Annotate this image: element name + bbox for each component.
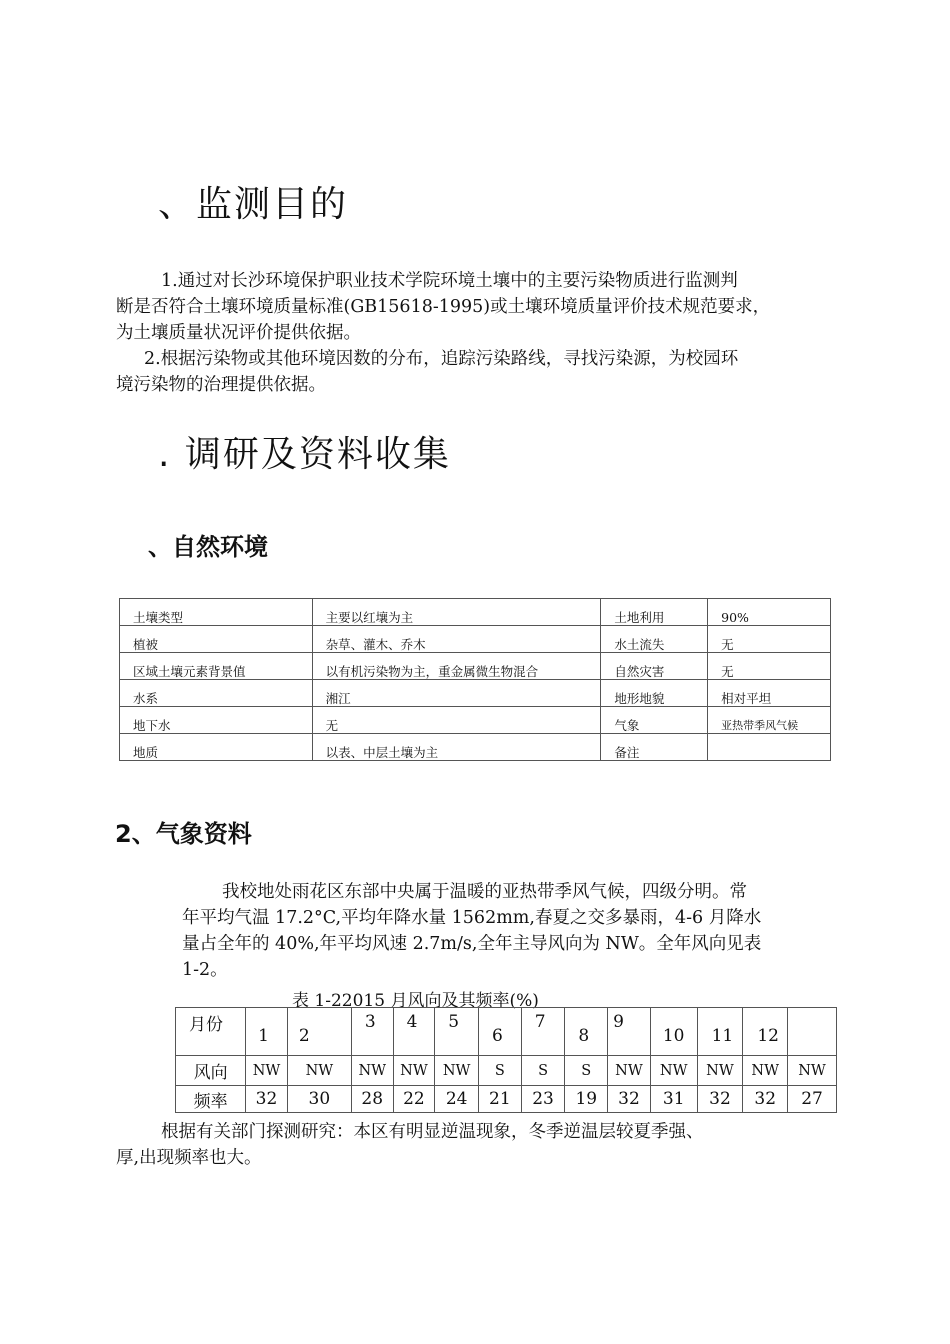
month-cell <box>351 1008 393 1056</box>
text-line: 年平均气温 17.2°C,平均年降水量 1562mm,春夏之交多暴雨，4-6 月降水 <box>182 908 762 928</box>
table-row <box>120 653 831 680</box>
frequency-cell: 28 <box>351 1086 393 1113</box>
table-cell: 亚热带季风气候 <box>708 707 831 734</box>
direction-cell: S <box>521 1056 565 1086</box>
text-line: 1.通过对长沙环境保护职业技术学院环境土壤中的主要污染物质进行监测判 <box>161 271 738 291</box>
text-line: 根据有关部门探测研究：本区有明显逆温现象，冬季逆温层较夏季强、 <box>161 1122 704 1142</box>
direction-cell: NW <box>246 1056 288 1086</box>
table-cell: 90% <box>708 599 831 626</box>
table-row-frequencies <box>176 1086 837 1113</box>
table-row <box>120 734 831 761</box>
inversion-paragraph <box>116 1119 704 1171</box>
direction-cell: NW <box>608 1056 651 1086</box>
table-cell: 水系 <box>120 680 313 707</box>
text-line: 1-2。 <box>182 960 228 980</box>
month-cell <box>608 1008 651 1056</box>
month-value: 5 <box>448 1012 460 1032</box>
frequency-cell: 30 <box>287 1086 351 1113</box>
table-cell: 相对平坦 <box>708 680 831 707</box>
direction-cell: NW <box>788 1056 837 1086</box>
month-cell <box>788 1008 837 1056</box>
month-cell <box>393 1008 435 1056</box>
section-title-monitoring-purpose: 、监测目的 <box>158 184 349 225</box>
month-cell <box>650 1008 697 1056</box>
table-cell: 以表、中层土壤为主 <box>312 734 601 761</box>
text-line: 境污染物的治理提供依据。 <box>116 375 326 395</box>
month-value: 4 <box>406 1012 418 1032</box>
direction-cell: NW <box>743 1056 788 1086</box>
month-cell <box>246 1008 288 1056</box>
frequency-cell: 21 <box>479 1086 522 1113</box>
frequency-cell: 31 <box>650 1086 697 1113</box>
table-cell: 水土流失 <box>601 626 708 653</box>
table-cell: 无 <box>708 653 831 680</box>
month-value: 1 <box>258 1026 269 1046</box>
text-line: 断是否符合土壤环境质量标准(GB15618-1995)或土壤环境质量评价技术规范要求， <box>116 297 771 317</box>
text-line: 为土壤质量状况评价提供依据。 <box>116 323 361 343</box>
text-line: 我校地处雨花区东部中央属于温暖的亚热带季风气候，四级分明。常 <box>222 882 747 902</box>
frequency-cell: 32 <box>608 1086 651 1113</box>
table-cell: 以有机污染物为主，重金属微生物混合 <box>312 653 601 680</box>
direction-cell: NW <box>697 1056 743 1086</box>
direction-cell: S <box>565 1056 608 1086</box>
table-caption: 表 1-22015 月风向及其频率(%) <box>292 991 539 1011</box>
table-row <box>120 680 831 707</box>
table-cell: 地质 <box>120 734 313 761</box>
month-value: 10 <box>662 1026 685 1046</box>
frequency-cell: 19 <box>565 1086 608 1113</box>
month-cell <box>743 1008 788 1056</box>
frequency-cell: 27 <box>788 1086 837 1113</box>
direction-label: 风向 <box>176 1056 246 1086</box>
direction-cell: NW <box>393 1056 435 1086</box>
table-cell: 土地利用 <box>601 599 708 626</box>
text-line: 厚,出现频率也大。 <box>116 1148 262 1168</box>
frequency-cell: 23 <box>521 1086 565 1113</box>
table-cell <box>708 734 831 761</box>
section-title-research: . 调研及资料收集 <box>158 434 451 475</box>
table-row <box>120 707 831 734</box>
table-cell: 自然灾害 <box>601 653 708 680</box>
frequency-cell: 32 <box>246 1086 288 1113</box>
table-row-months <box>176 1008 837 1056</box>
table-cell: 湘江 <box>312 680 601 707</box>
month-value: 8 <box>578 1026 590 1046</box>
wind-direction-table <box>175 1007 837 1113</box>
frequency-cell: 32 <box>743 1086 788 1113</box>
table-row-directions <box>176 1056 837 1086</box>
month-value: 11 <box>711 1026 734 1046</box>
direction-cell: NW <box>351 1056 393 1086</box>
month-cell <box>287 1008 351 1056</box>
table-cell: 无 <box>708 626 831 653</box>
table-cell: 地下水 <box>120 707 313 734</box>
month-value: 2 <box>298 1026 310 1046</box>
frequency-cell: 22 <box>393 1086 435 1113</box>
month-label: 月份 <box>189 1015 223 1035</box>
month-value: 7 <box>534 1012 546 1032</box>
month-cell <box>521 1008 565 1056</box>
table-cell: 主要以红壤为主 <box>312 599 601 626</box>
month-cell <box>435 1008 479 1056</box>
text-line: 2.根据污染物或其他环境因数的分布，追踪污染路线，寻找污染源，为校园环 <box>144 349 739 369</box>
month-value: 9 <box>613 1012 624 1032</box>
direction-cell: NW <box>650 1056 697 1086</box>
natural-environment-table <box>119 598 831 761</box>
month-cell <box>565 1008 608 1056</box>
direction-cell: S <box>479 1056 522 1086</box>
month-value: 6 <box>492 1026 503 1046</box>
month-value: 3 <box>364 1012 376 1032</box>
table-cell: 气象 <box>601 707 708 734</box>
subsection-title-natural-env: 、自然环境 <box>148 533 268 561</box>
text-line: 量占全年的 40%,年平均风速 2.7m/s,全年主导风向为 NW。全年风向见表 <box>182 934 762 954</box>
table-row <box>120 626 831 653</box>
direction-cell: NW <box>435 1056 479 1086</box>
month-cell <box>479 1008 522 1056</box>
table-cell: 区域土壤元素背景值 <box>120 653 313 680</box>
subsection-title-meteorology: 2、气象资料 <box>115 820 252 848</box>
row-header <box>176 1008 246 1056</box>
table-row <box>120 599 831 626</box>
frequency-cell: 24 <box>435 1086 479 1113</box>
meteorology-paragraph <box>182 879 761 983</box>
table-cell: 杂草、灌木、乔木 <box>312 626 601 653</box>
month-cell <box>697 1008 743 1056</box>
table-cell: 备注 <box>601 734 708 761</box>
month-value: 12 <box>757 1026 779 1046</box>
table-cell: 无 <box>312 707 601 734</box>
frequency-label: 频率 <box>176 1086 246 1113</box>
table-cell: 植被 <box>120 626 313 653</box>
direction-cell: NW <box>287 1056 351 1086</box>
table-cell: 地形地貌 <box>601 680 708 707</box>
purpose-paragraph-1 <box>116 268 770 346</box>
frequency-cell: 32 <box>697 1086 743 1113</box>
table-cell: 土壤类型 <box>120 599 313 626</box>
purpose-paragraph-2 <box>116 346 738 398</box>
